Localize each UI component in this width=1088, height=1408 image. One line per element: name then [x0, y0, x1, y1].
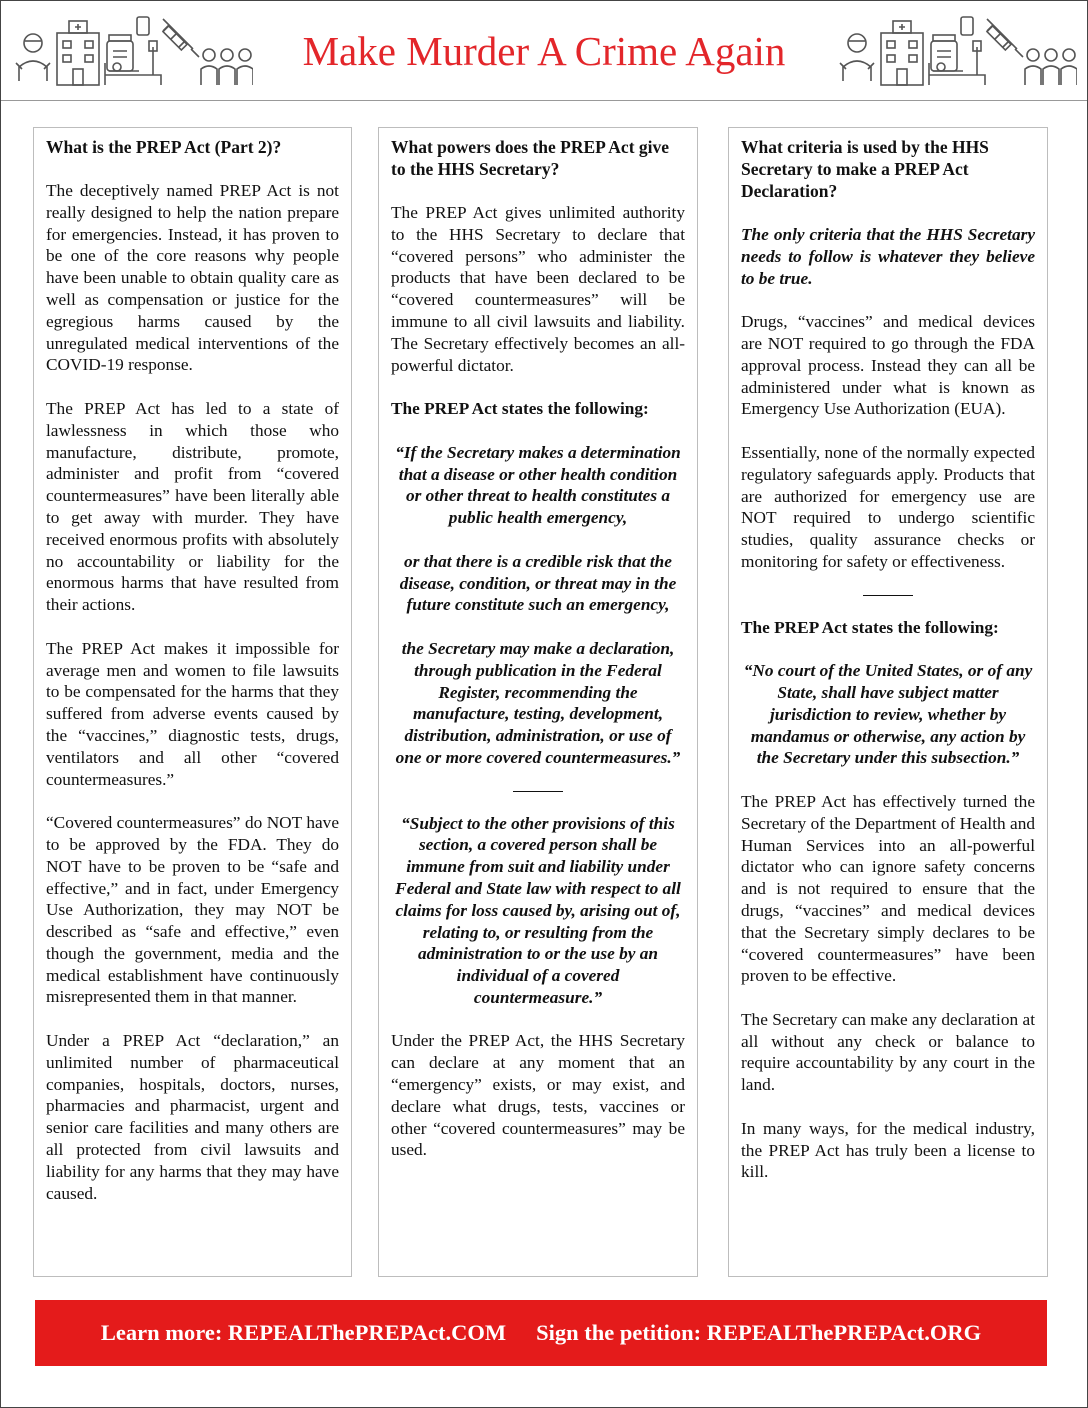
hospital-icon — [881, 21, 923, 85]
divider — [391, 779, 685, 795]
header — [1, 1, 1087, 101]
people-icon — [1025, 49, 1077, 85]
paragraph: The PREP Act gives unlimited authority to the HHS Secretary to declare that “covered persons” who administer the products that have been declared to be “covered countermeasures” will be immune to all civil lawsuits and liability. The Secretary effectively becomes an all-powerful dictator. — [391, 203, 685, 375]
statute-quote: the Secretary may make a declaration, through publication in the Federal Register, recommending the manufacture, testing, development, distribution, administration, or use of one or more covered countermeasures.” — [395, 638, 681, 767]
learn-more-link[interactable]: Learn more: REPEALThePREPAct.COM — [100, 1320, 507, 1345]
doctor-icon — [840, 34, 874, 81]
paragraph: The Secretary can make any declaration at all without any check or balance to require accountability by any court in the land. — [741, 1009, 1035, 1095]
column-heading: What criteria is used by the HHS Secretary to make a PREP Act Declaration? — [741, 137, 989, 201]
paragraph: Essentially, none of the normally expected regulatory safeguards apply. Products that are authorized for emergency use are NOT required to undergo scientific studies, quality assurance checks or monitoring for safety or effectiveness. — [741, 442, 1035, 571]
divider — [741, 583, 1035, 599]
medical-icons-left — [13, 11, 253, 91]
pill-bottle-icon — [931, 17, 973, 71]
pill-bottle-icon — [107, 17, 149, 71]
petition-link[interactable]: Sign the petition: REPEALThePREPAct.ORG — [536, 1320, 982, 1345]
states-label: The PREP Act states the following: — [391, 399, 649, 419]
paragraph: In many ways, for the medical industry, the PREP Act has truly been a license to kill. — [741, 1118, 1035, 1182]
column-prep-act-part-2 — [33, 127, 352, 1277]
paragraph: “Covered countermeasures” do NOT have to be approved by the FDA. They do NOT have to be proven to be “safe and effective,” and in fact, under Emergency Use Authorization, they may NOT be described as “safe and effective,” even though the government, media and the medical establishment have continuously misrepresented them in that manner. — [46, 813, 339, 1007]
paragraph: Under the PREP Act, the HHS Secretary can declare at any moment that an “emergency” exists, or may exist, and declare what drugs, tests, vaccines or other “covered countermeasures” may be used. — [391, 1031, 685, 1160]
hospital-icon — [57, 21, 99, 85]
statute-quote: “Subject to the other provisions of this section, a covered person shall be immune from suit and liability under Federal and State law with respect to all claims for loss caused by, arising out of, relating to, or resulting from the administration to or the use by an individual of a covered countermeasure.” — [395, 813, 681, 1007]
paragraph: Under a PREP Act “declaration,” an unlimited number of pharmaceutical companies, hospitals, doctors, nurses, pharmacies and pharmacist, urgent and senior care facilities and many others are all protected from civil lawsuits and liability for any harms that they may have caused. — [46, 1031, 339, 1203]
paragraph: The PREP Act has led to a state of lawlessness in which those who manufacture, distribute, promote, administer and profit from “covered countermeasures” have been literally able to get away with murder. They have received enormous profits with absolutely no accountability or liability for the enormous harms that have resulted from their actions. — [46, 398, 339, 615]
states-label: The PREP Act states the following: — [741, 617, 999, 637]
emphasis-statement: The only criteria that the HHS Secretary needs to follow is whatever they believe to be true. — [741, 225, 1035, 288]
statute-quote: “No court of the United States, or of any State, shall have subject matter jurisdiction to review, whether by mandamus or otherwise, any action by the Secretary under this subsection.” — [743, 661, 1033, 768]
syringe-icon — [987, 19, 1023, 57]
syringe-icon — [163, 19, 199, 57]
statute-quote: “If the Secretary makes a determination that a disease or other health condition or other threat to health constitutes a public health emergency, — [395, 442, 681, 528]
medical-icons-right — [837, 11, 1077, 91]
paragraph: Drugs, “vaccines” and medical devices are NOT required to go through the FDA approval process. Instead they can all be administered under what is known as Emergency Use Authorization (EUA). — [741, 312, 1035, 419]
column-heading: What powers does the PREP Act give to the HHS Secretary? — [391, 137, 670, 179]
statute-quote: or that there is a credible risk that the disease, condition, or threat may in the future constitute such an emergency, — [399, 551, 677, 615]
paragraph: The deceptively named PREP Act is not really designed to help the nation prepare for emergencies. Instead, it has proven to be one of the core reasons why people have been unable to obtain quality care as well as compensation or justice for the egregious harms caused by the unregulated medical interventions of the COVID-19 response. — [46, 181, 339, 375]
paragraph: The PREP Act makes it impossible for average men and women to file lawsuits to be compensated for the harms that they suffered from adverse events caused by the “vaccines,” diagnostic tests, drugs, ventilators and all other “covered countermeasures.” — [46, 638, 339, 789]
column-heading: What is the PREP Act (Part 2)? — [46, 137, 282, 157]
doctor-icon — [16, 34, 50, 81]
footer-banner — [35, 1300, 1047, 1366]
paragraph: The PREP Act has effectively turned the Secretary of the Department of Health and Human Services into an all-powerful dictator who can ignore safety concerns and is not required to ensure that the drugs, “vaccines” and medical devices that the Secretary simply declares to be “covered countermeasures” have been proven to be effective. — [741, 791, 1035, 986]
column-declaration-criteria — [728, 127, 1048, 1277]
column-hhs-powers — [378, 127, 698, 1277]
page-title: Make Murder A Crime Again — [302, 28, 786, 74]
